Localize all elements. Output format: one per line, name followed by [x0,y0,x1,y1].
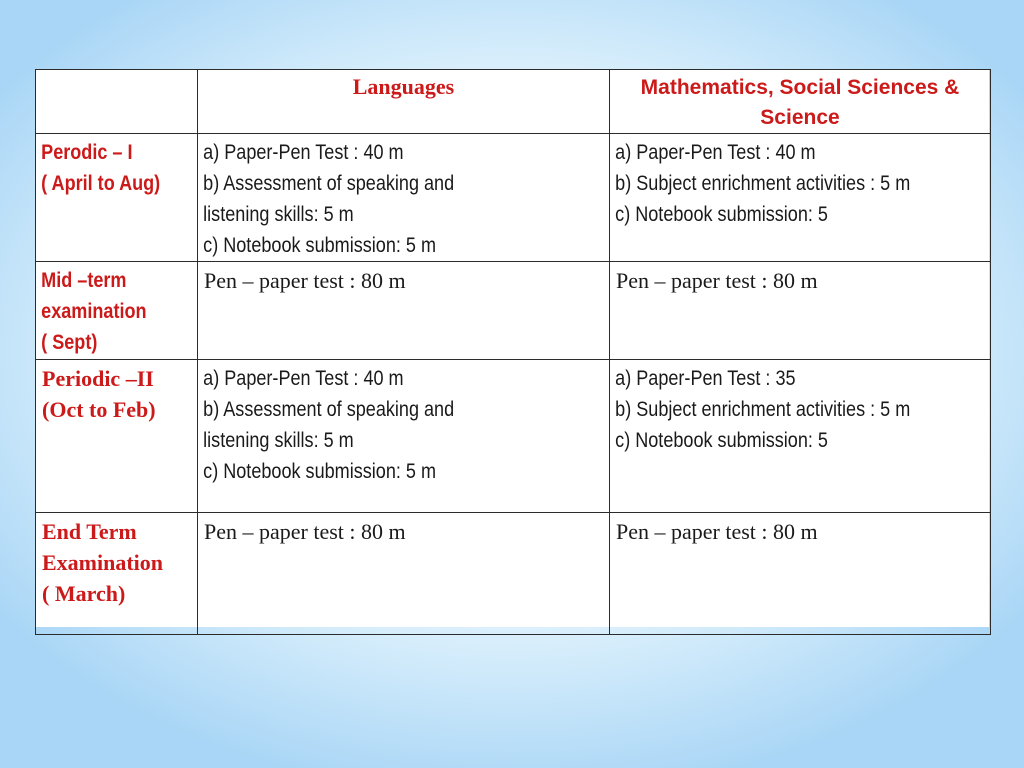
period-label: Examination [42,550,164,575]
list-item: a) Paper-Pen Test : 40 m [615,141,816,164]
list-item: c) Notebook submission: 5 m [203,460,437,483]
header-math-social-science: Mathematics, Social Sciences & Science [610,70,991,134]
list-item: Pen – paper test : 80 m [204,519,406,544]
period-months: ( March) [42,581,126,606]
languages-cell [198,262,610,360]
period-label: Perodic – I [41,141,133,164]
period-months: ( Sept) [41,331,98,354]
list-item: Pen – paper test : 80 m [616,519,818,544]
list-item: b) Assessment of speaking and listening skills: 5 m [203,172,455,226]
list-item: a) Paper-Pen Test : 35 [615,367,796,390]
header-empty-cell [36,70,198,134]
period-cell [36,134,198,262]
math-cell [610,134,991,262]
assessment-table-container [35,69,989,627]
period-label: End Term [42,519,137,544]
row-mid-term [36,262,991,360]
period-label: Mid –term [41,269,127,292]
list-item: Pen – paper test : 80 m [616,268,818,293]
list-item: c) Notebook submission: 5 [615,429,828,452]
header-row [36,70,991,134]
period-label: examination [41,300,147,323]
period-months: ( April to Aug) [41,172,161,195]
list-item: a) Paper-Pen Test : 40 m [203,141,404,164]
list-item: c) Notebook submission: 5 m [203,234,437,257]
languages-cell [198,360,610,513]
period-cell [36,513,198,635]
period-cell [36,262,198,360]
row-periodic-1 [36,134,991,262]
period-cell [36,360,198,513]
languages-cell [198,513,610,635]
list-item: a) Paper-Pen Test : 40 m [203,367,404,390]
row-periodic-2 [36,360,991,513]
math-cell [610,513,991,635]
list-item: Pen – paper test : 80 m [204,268,406,293]
list-item: b) Subject enrichment activities : 5 m [615,172,911,195]
list-item: c) Notebook submission: 5 [615,203,828,226]
period-label: Periodic –II [42,366,154,391]
languages-cell [198,134,610,262]
list-item: b) Assessment of speaking and listening skills: 5 m [203,398,455,452]
assessment-table [35,69,991,635]
math-cell [610,262,991,360]
row-end-term [36,513,991,635]
header-languages: Languages [198,70,610,134]
period-months: (Oct to Feb) [42,397,156,422]
list-item: b) Subject enrichment activities : 5 m [615,398,911,421]
math-cell [610,360,991,513]
